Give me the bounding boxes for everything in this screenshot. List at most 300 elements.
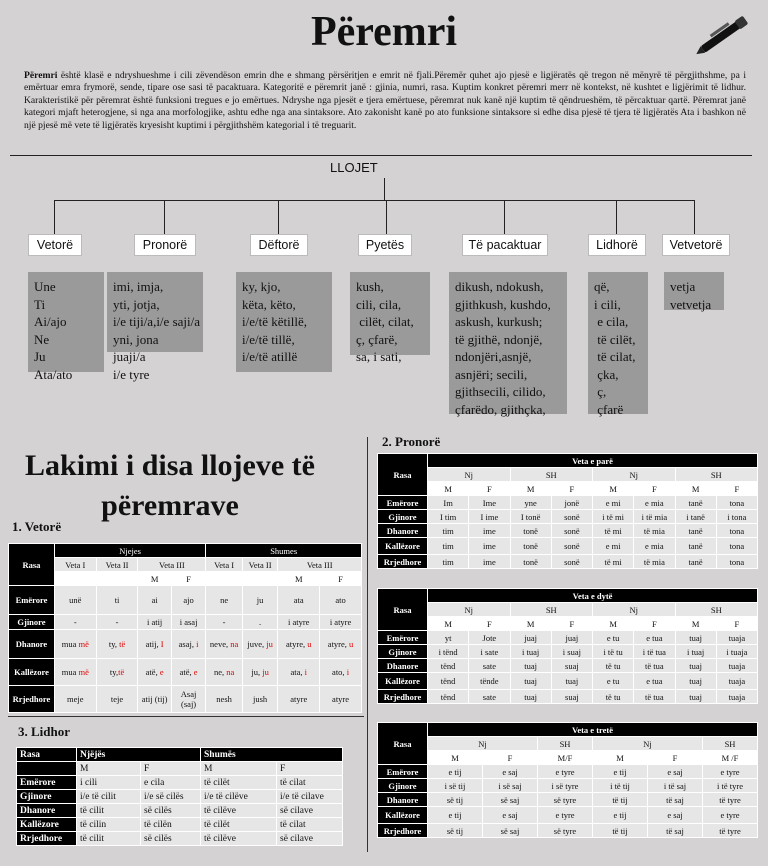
vetore-cell: ne — [206, 586, 243, 615]
cell-text: atyre, — [285, 639, 308, 649]
lidhor-cell: së cilave — [277, 804, 343, 818]
person-header: Veta I — [206, 558, 243, 572]
pronore-cell: tanë — [675, 538, 716, 555]
pronore-cell: të tu — [593, 659, 634, 673]
pronore-cell: I tim — [428, 510, 469, 524]
lidhor-cell: të cilin — [77, 818, 141, 832]
vetore-cell: unë — [54, 586, 96, 615]
lidhor-cell: i/e të cilit — [77, 790, 141, 804]
vetore-cell — [320, 659, 362, 686]
gender-header: F — [320, 572, 362, 586]
case-label: Gjinore — [378, 645, 428, 659]
vetore-table — [8, 543, 362, 713]
vetore-cell: atij (tij) — [138, 686, 171, 713]
pronore-cell: sate — [469, 659, 510, 673]
pronore-cell: sonë — [551, 555, 592, 569]
cell-red-text: I — [160, 639, 164, 649]
vetore-cell — [242, 659, 278, 686]
pronore-cell: tanë — [675, 555, 716, 569]
gender-header: M/F — [538, 751, 593, 765]
vetore-cell — [242, 630, 278, 659]
pronore-cell: tënde — [469, 673, 510, 690]
rasa-header: Rasa — [378, 589, 428, 631]
njejes-header: Njëjës — [77, 748, 201, 762]
number-header: Nj — [593, 737, 703, 751]
shumes-header: Shumës — [201, 748, 343, 762]
vetore-cell: - — [96, 615, 138, 630]
cell-text: juve, — [247, 639, 267, 649]
pronore-cell: i të mi — [593, 510, 634, 524]
gender-header: F — [634, 482, 675, 496]
pronore-cell: tuaj — [551, 673, 592, 690]
vetore-cell: . — [242, 615, 278, 630]
case-label: Rrjedhore — [17, 832, 77, 846]
vetore-cell: atyre — [278, 686, 320, 713]
lidhor-cell: së cilave — [277, 832, 343, 846]
vetore-cell: - — [54, 615, 96, 630]
cell-text: atë, — [179, 667, 194, 677]
pronore-cell: tanë — [675, 496, 716, 510]
pronore-cell: tuaj — [675, 673, 716, 690]
pronore-cell: i tënd — [428, 645, 469, 659]
rasa-header: Rasa — [378, 723, 428, 765]
tree-connector-6 — [694, 200, 695, 234]
njejes-header: Njejes — [54, 544, 205, 558]
pronore-cell: tim — [428, 524, 469, 538]
veta-header: Veta e parë — [428, 454, 758, 468]
pronore-cell: tuaja — [716, 673, 757, 690]
number-header: SH — [538, 737, 593, 751]
vetore-cell: ti — [96, 586, 138, 615]
person-header: Veta I — [54, 558, 96, 572]
tree-connector-4 — [504, 200, 505, 234]
pronore-cell: i së saj — [483, 779, 538, 793]
number-header: SH — [510, 603, 593, 617]
lidhor-cell: së cilës — [141, 804, 201, 818]
vetore-cell: nesh — [206, 686, 243, 713]
vetore-cell: teje — [96, 686, 138, 713]
vetore-cell — [138, 630, 171, 659]
lidhor-cell: të cilëve — [201, 804, 277, 818]
pronore-cell: i së tyre — [538, 779, 593, 793]
case-label: Emërore — [17, 776, 77, 790]
tree-connector-5 — [616, 200, 617, 234]
gender-header: F — [551, 482, 592, 496]
page-title: Përemri — [310, 9, 458, 55]
number-header: SH — [510, 468, 593, 482]
gender-header: F — [171, 572, 205, 586]
vetore-cell: meje — [54, 686, 96, 713]
lidhor-cell: të cilit — [77, 832, 141, 846]
gender-header: M — [201, 762, 277, 776]
pronore-cell: së tyre — [538, 793, 593, 807]
type-items: kush, cili, cila, cilët, cilat, ç, çfarë, sa, i sati, — [350, 272, 430, 355]
case-label: Emërore — [9, 586, 55, 615]
case-label: Kallëzore — [378, 673, 428, 690]
type-items: imi, imja, yti, jotja, i/e tiji/a,i/e saji/a yni, jona juaji/a i/e tyre — [107, 272, 203, 352]
llojet-heading: LLOJET — [330, 160, 378, 175]
tree-connector-0 — [54, 200, 55, 234]
vetore-cell — [96, 630, 138, 659]
case-label: Kallëzore — [378, 538, 428, 555]
cell-red-text: më — [78, 667, 89, 677]
pronore-cell: e saj — [483, 807, 538, 824]
pronore-cell: sonë — [551, 524, 592, 538]
pronore-cell: së tij — [428, 824, 483, 838]
pronore-cell: të tij — [593, 824, 648, 838]
vetore-cell — [278, 630, 320, 659]
pronore-cell: e tu — [593, 631, 634, 645]
gender-header — [242, 572, 278, 586]
case-label: Dhanore — [9, 630, 55, 659]
pronore-cell: ime — [469, 555, 510, 569]
gender-header: M — [510, 617, 551, 631]
pronore-cell: jonë — [551, 496, 592, 510]
number-header: Nj — [428, 603, 511, 617]
type-items: që, i cili, e cila, të cilët, të cilat, çka, ç, çfarë — [588, 272, 648, 414]
cell-text: atij, — [145, 639, 161, 649]
rasa-header: Rasa — [378, 454, 428, 496]
lidhor-cell: të cilët — [201, 776, 277, 790]
number-header: Nj — [428, 737, 538, 751]
person-header: Veta III — [138, 558, 206, 572]
cell-red-text: i — [304, 667, 307, 677]
tree-connector-3 — [386, 200, 387, 234]
pronore-cell: e saj — [648, 765, 703, 779]
pronore-cell: tuaj — [510, 659, 551, 673]
tree-connector-1 — [164, 200, 165, 234]
pronore-cell: tonë — [510, 555, 551, 569]
section-title: Lakimi i disa llojeve të përemrave — [25, 449, 315, 522]
case-label: Rrjedhore — [378, 690, 428, 704]
pronore-cell: të mi — [593, 555, 634, 569]
case-label: Rrjedhore — [9, 686, 55, 713]
case-label: Rrjedhore — [378, 555, 428, 569]
pronore-cell: tuaja — [716, 659, 757, 673]
gender-header: M — [77, 762, 141, 776]
intro-text: është klasë e ndryshueshme i cili zëvendëson emrin dhe e shmang përsëritjen e emrit në fjali.Përemër quhet ajo pjesë e ligjëratës që tregon në mënyrë të përgjithshme, pa i emërtuar emra frymorë, sende, tipare ose sasi të pacaktuara. Kategoritë e përemrit janë : gjinia, numri, rasa. Kuptim konkret përemri merr në kontekst, në kushtet e ligjërimit të lidhur. Karakteristikë për përemrat është funksioni tregues e jo emërtues. Ndryshe nga pjesët e tjera emërtuese, përemrat nuk kanë një kuptim të qëndrueshëm, të përcaktuar qartë. Përemrat janë kategori mjaft heterogjene, si nga ana morfologjike, ashtu edhe nga ana sintaksore. Ato zakonisht kanë po ato funksione sintaksore si edhe disa pjesë të tjera të ligjëratës Ata i bashkon në një pjesë më vete të ligjëratës kryesisht kuptimi i përgjithshëm kategorial i të treguarit. — [24, 70, 746, 131]
type-label: Vetvetorë — [662, 234, 730, 256]
pronore-cell: i së tij — [428, 779, 483, 793]
case-label: Gjinore — [378, 779, 428, 793]
pronore-cell: tuaj — [510, 673, 551, 690]
vetore-cell — [138, 659, 171, 686]
vetore-cell — [96, 659, 138, 686]
tree-trunk — [384, 178, 385, 200]
lidhor-cell: të cilat — [277, 776, 343, 790]
case-label: Dhanore — [378, 524, 428, 538]
number-header: Nj — [428, 468, 511, 482]
lidhor-table — [16, 747, 343, 846]
cell-red-text: e — [193, 667, 198, 677]
gender-header: M — [675, 617, 716, 631]
pronore-cell: të tyre — [703, 793, 758, 807]
pronore-cell: e tij — [428, 765, 483, 779]
cell-red-text: ju — [262, 667, 269, 677]
pronore-cell: të tyre — [703, 824, 758, 838]
pronore-cell: i suaj — [551, 645, 592, 659]
intro-bold: Përemri — [24, 70, 58, 81]
pronore-cell: yne — [510, 496, 551, 510]
rasa-header: Rasa — [17, 748, 77, 762]
shumes-header: Shumes — [206, 544, 362, 558]
pronore-cell: i tuaj — [510, 645, 551, 659]
gender-header: M — [278, 572, 320, 586]
pronore-cell: ime — [469, 538, 510, 555]
vetore-cell — [206, 630, 243, 659]
cell-text: ty, — [109, 667, 119, 677]
vetore-cell: i asaj — [171, 615, 205, 630]
gender-header — [206, 572, 243, 586]
pronore-cell: i tuaj — [675, 645, 716, 659]
pronore-cell: së tyre — [538, 824, 593, 838]
pronore-cell: suaj — [551, 690, 592, 704]
pronore-cell: së saj — [483, 824, 538, 838]
tree-connector-2 — [278, 200, 279, 234]
vetore-cell: i atyre — [278, 615, 320, 630]
divider — [10, 155, 752, 156]
gender-header: M — [428, 617, 469, 631]
pronore-cell: e tua — [634, 673, 675, 690]
gender-header: F — [469, 482, 510, 496]
pronore-cell: I ime — [469, 510, 510, 524]
pronore-cell: i të mia — [634, 510, 675, 524]
pronore-cell: I tonë — [510, 510, 551, 524]
pronore-cell: së tij — [428, 793, 483, 807]
case-label: Kallëzore — [17, 818, 77, 832]
gender-header: F — [277, 762, 343, 776]
pronore-cell: së saj — [483, 793, 538, 807]
pronore-cell: tona — [716, 524, 757, 538]
number-header: Nj — [593, 603, 676, 617]
person-header: Veta II — [96, 558, 138, 572]
case-label: Gjinore — [9, 615, 55, 630]
pronore-table — [377, 722, 758, 838]
pronore-cell: tuaj — [675, 631, 716, 645]
pronore-cell: tuaja — [716, 631, 757, 645]
type-items: Une Ti Ai/ajo Ne Ju Ata/ato — [28, 272, 104, 372]
vetore-cell: ata — [278, 586, 320, 615]
gender-header: F — [551, 617, 592, 631]
gender-header — [96, 572, 138, 586]
pronore-cell: sate — [469, 690, 510, 704]
vetore-cell: atyre — [320, 686, 362, 713]
case-label: Gjinore — [17, 790, 77, 804]
pronore-cell: juaj — [510, 631, 551, 645]
pronore-cell: të tua — [634, 659, 675, 673]
person-header: Veta III — [278, 558, 362, 572]
pronore-cell: juaj — [551, 631, 592, 645]
section-pronore: 2. Pronorë — [382, 434, 441, 449]
lidhor-cell: të cilat — [277, 818, 343, 832]
gender-header: F — [483, 751, 538, 765]
vetore-cell: Asaj (saj) — [171, 686, 205, 713]
pronore-cell: i sate — [469, 645, 510, 659]
lidhor-cell: të cilit — [77, 804, 141, 818]
cell-red-text: e — [159, 667, 164, 677]
cell-red-text: u — [349, 639, 354, 649]
lidhor-cell: i/e së cilës — [141, 790, 201, 804]
pronore-cell: e tij — [593, 807, 648, 824]
case-label: Emërore — [378, 631, 428, 645]
gender-header: M — [593, 617, 634, 631]
case-label: Dhanore — [17, 804, 77, 818]
type-items: vetja vetvetja — [664, 272, 724, 310]
cell-red-text: të — [118, 667, 125, 677]
pronore-table — [377, 453, 758, 569]
vetore-cell — [54, 630, 96, 659]
blank-header — [17, 762, 77, 776]
pronore-cell: i të tyre — [703, 779, 758, 793]
pronore-cell: tonë — [510, 538, 551, 555]
cell-text: asaj, — [178, 639, 197, 649]
lidhor-cell: së cilës — [141, 832, 201, 846]
gender-header: M — [510, 482, 551, 496]
pronore-cell: e tua — [634, 631, 675, 645]
gender-header: F — [141, 762, 201, 776]
lidhor-cell: e cila — [141, 776, 201, 790]
pronore-cell: ime — [469, 524, 510, 538]
pronore-cell: tonë — [510, 524, 551, 538]
type-label: Dëftorë — [250, 234, 308, 256]
case-label: Emërore — [378, 496, 428, 510]
gender-header: M /F — [703, 751, 758, 765]
cell-text: neve, — [209, 639, 231, 649]
pronore-cell: i tanë — [675, 510, 716, 524]
pronore-cell: tona — [716, 555, 757, 569]
pronore-cell: të tij — [593, 793, 648, 807]
pronore-cell: i tona — [716, 510, 757, 524]
pronore-table — [377, 588, 758, 704]
gender-header — [54, 572, 96, 586]
pronore-cell: i të tij — [593, 779, 648, 793]
vetore-cell — [278, 659, 320, 686]
pronore-cell: e tu — [593, 673, 634, 690]
pronore-cell: e mi — [593, 496, 634, 510]
pronore-cell: i të tua — [634, 645, 675, 659]
type-items: dikush, ndokush, gjithkush, kushdo, askush, kurkush; të gjithë, ndonjë, ndonjëri,asnjë, asnjëri; secili, gjithsecili, cilido, çfarëdo, gjithçka, — [449, 272, 567, 414]
cell-text: ne, — [213, 667, 227, 677]
vetore-cell — [54, 659, 96, 686]
type-label: Pyetës — [358, 234, 412, 256]
intro-paragraph — [24, 70, 746, 132]
pronore-cell: tënd — [428, 673, 469, 690]
section-vetore: 1. Vetorë — [12, 519, 62, 534]
pronore-cell: Im — [428, 496, 469, 510]
gender-header: M — [428, 751, 483, 765]
gender-header: F — [716, 482, 757, 496]
cell-red-text: na — [230, 639, 239, 649]
cell-text: mua — [61, 667, 79, 677]
pronore-cell: tanë — [675, 524, 716, 538]
vetore-cell: - — [206, 615, 243, 630]
cell-text: ju, — [251, 667, 263, 677]
pronore-cell: e tyre — [703, 807, 758, 824]
gender-header: M — [593, 482, 634, 496]
pronore-cell: e tij — [593, 765, 648, 779]
pronore-cell: tuaja — [716, 690, 757, 704]
lidhor-divider — [8, 716, 364, 717]
pronore-cell: të tu — [593, 690, 634, 704]
vetore-cell — [171, 630, 205, 659]
pronore-cell: tona — [716, 496, 757, 510]
pronore-cell: e mia — [634, 538, 675, 555]
pronore-cell: tënd — [428, 690, 469, 704]
vetore-cell: i atyre — [320, 615, 362, 630]
cell-red-text: ju — [266, 639, 273, 649]
pronore-cell: e mi — [593, 538, 634, 555]
pronore-cell: e saj — [648, 807, 703, 824]
vetore-cell — [320, 630, 362, 659]
pronore-cell: e mia — [634, 496, 675, 510]
cell-red-text: na — [226, 667, 235, 677]
pronore-cell: tona — [716, 538, 757, 555]
pronore-cell: Jote — [469, 631, 510, 645]
pronore-cell: e tij — [428, 807, 483, 824]
gender-header: F — [716, 617, 757, 631]
pronore-cell: e tyre — [703, 765, 758, 779]
pronore-cell: të mia — [634, 555, 675, 569]
pronore-cell: i të saj — [648, 779, 703, 793]
pronore-cell: të tua — [634, 690, 675, 704]
cell-text: ty, — [108, 639, 120, 649]
person-header: Veta II — [242, 558, 278, 572]
veta-header: Veta e dytë — [428, 589, 758, 603]
pronore-cell: tënd — [428, 659, 469, 673]
pen-icon — [690, 6, 760, 61]
pronore-cell: tim — [428, 538, 469, 555]
type-label: Lidhorë — [588, 234, 646, 256]
cell-text: ata, — [290, 667, 305, 677]
gender-header: M — [428, 482, 469, 496]
case-label: Kallëzore — [378, 807, 428, 824]
cell-red-text: i — [196, 639, 199, 649]
number-header: SH — [675, 468, 758, 482]
vetore-cell: ju — [242, 586, 278, 615]
pronore-cell: tuaj — [510, 690, 551, 704]
vetore-cell: ajo — [171, 586, 205, 615]
case-label: Emërore — [378, 765, 428, 779]
pronore-cell: të mia — [634, 524, 675, 538]
pronore-cell: e saj — [483, 765, 538, 779]
lidhor-cell: i/e të cilëve — [201, 790, 277, 804]
case-label: Dhanore — [378, 793, 428, 807]
vetore-cell — [206, 659, 243, 686]
veta-header: Veta e tretë — [428, 723, 758, 737]
pronore-cell: tim — [428, 555, 469, 569]
pronore-cell: të saj — [648, 793, 703, 807]
pronore-cell: të mi — [593, 524, 634, 538]
gender-header: M — [675, 482, 716, 496]
pronore-cell: i tuaja — [716, 645, 757, 659]
pronore-cell: të saj — [648, 824, 703, 838]
vetore-cell: i atij — [138, 615, 171, 630]
vetore-cell: jush — [242, 686, 278, 713]
column-divider — [367, 437, 368, 852]
cell-text: mua — [61, 639, 79, 649]
cell-red-text: u — [307, 639, 312, 649]
pronore-cell: sonë — [551, 538, 592, 555]
lidhor-cell: të cilën — [141, 818, 201, 832]
type-items: ky, kjo, këta, këto, i/e/të këtillë, i/e/të tillë, i/e/të atillë — [236, 272, 332, 372]
vetore-cell: ai — [138, 586, 171, 615]
cell-text: ato, — [332, 667, 347, 677]
gender-header: M — [593, 751, 648, 765]
gender-header: F — [469, 617, 510, 631]
case-label: Kallëzore — [9, 659, 55, 686]
pronore-cell: i të tu — [593, 645, 634, 659]
lidhor-cell: i cili — [77, 776, 141, 790]
